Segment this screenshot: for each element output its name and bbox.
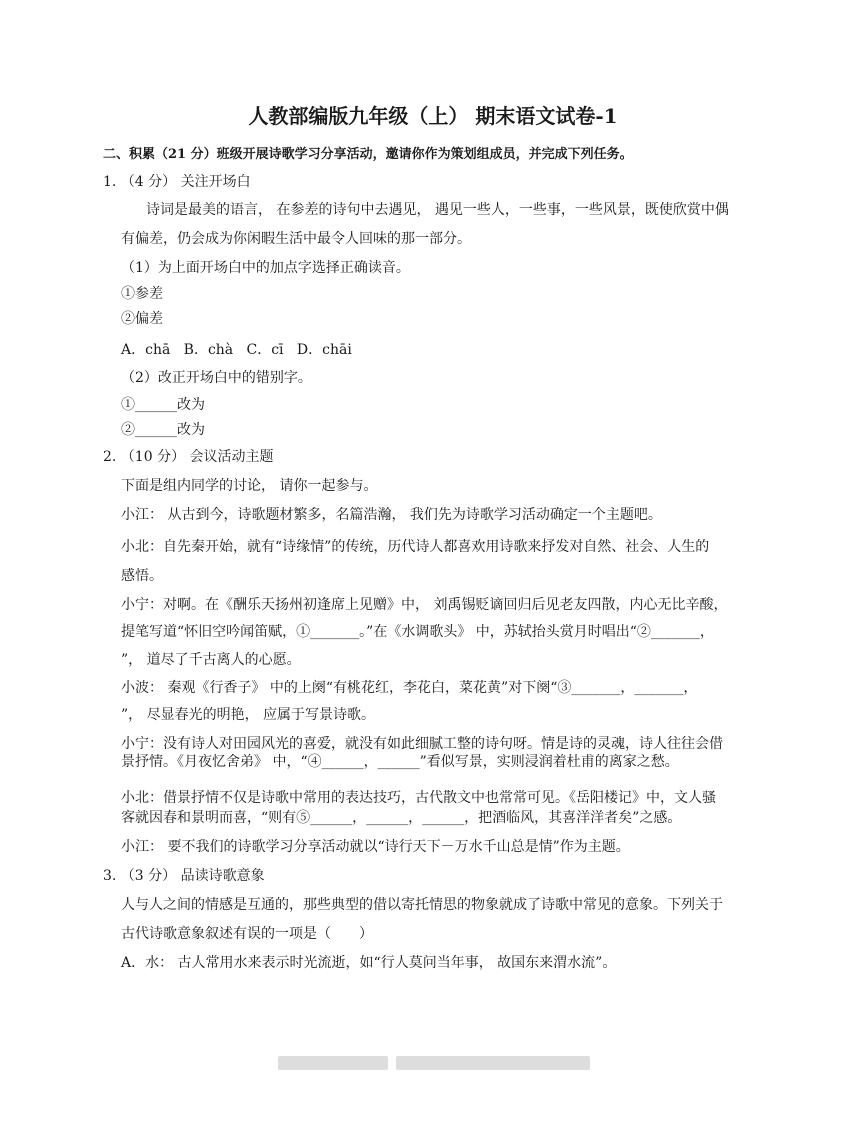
q3-paragraph-line-2: 古代诗歌意象叙述有误的一项是（ ） — [121, 926, 373, 942]
q2-intro: 下面是组内同学的讨论， 请你一起参与。 — [121, 478, 378, 494]
q2-dialogue-4a: 小波： 秦观《行香子》 中的上阕“有桃花红，李花白，菜花黄”对下阕“③_______，_______， — [121, 680, 698, 696]
q1-options: A．chā B．chà C．cī D．chāi — [121, 342, 352, 358]
q2-dialogue-3c: ”， 道尽了千古离人的心愿。 — [121, 652, 301, 668]
q2-dialogue-2b: 感悟。 — [121, 568, 163, 584]
question-3-heading: 3. （3 分） 品读诗歌意象 — [103, 868, 265, 884]
q2-dialogue-6b: 客就因春和景明而喜，“则有⑤______，______，______，把酒临风，其喜洋洋者矣”之感。 — [121, 810, 682, 826]
q2-dialogue-6a: 小北：借景抒情不仅是诗歌中常用的表达技巧，古代散文中也常常可见。《岳阳楼记》中，文人骚 — [121, 790, 716, 806]
q1-item-2: ②偏差 — [121, 311, 163, 327]
q2-dialogue-2a: 小北：自先秦开始，就有“诗缘情”的传统，历代诗人都喜欢用诗歌来抒发对自然、社会、人生的 — [121, 539, 710, 555]
q2-dialogue-3a: 小宁：对啊。在《酬乐天扬州初逢席上见赠》中， 刘禹锡贬谪回归后见老友四散，内心无比辛酸， — [121, 597, 728, 613]
q2-dialogue-1: 小江： 从古到今，诗歌题材繁多，名篇浩瀚， 我们先为诗歌学习活动确定一个主题吧。 — [121, 507, 662, 523]
q2-dialogue-5b: 景抒情。《月夜忆舍弟》 中，“④______，______”看似写景，实则浸润着杜甫的离家之愁。 — [121, 754, 679, 770]
question-2-heading: 2. （10 分） 会议活动主题 — [103, 449, 274, 465]
q3-paragraph-line-1: 人与人之间的情感是互通的，那些典型的借以寄托情思的物象就成了诗歌中常见的意象。下列关于 — [121, 897, 723, 913]
q2-dialogue-3b: 提笔写道“怀旧空吟闻笛赋，①_______。”在《水调歌头》 中，苏轼抬头赏月时唱出“②_______， — [121, 624, 714, 640]
question-1-heading: 1. （4 分） 关注开场白 — [103, 174, 251, 190]
q1-paragraph-line-1: 诗词是最美的语言， 在参差的诗句中去遇见， 遇见一些人，一些事，一些风景，既使欣赏中偶 — [146, 202, 729, 218]
q2-dialogue-7: 小江： 要不我们的诗歌学习分享活动就以“诗行天下－万水千山总是情”作为主题。 — [121, 839, 630, 855]
q1-fix-1: ①______改为 — [121, 397, 205, 413]
section-heading: 二、积累（21 分）班级开展诗歌学习分享活动，邀请你作为策划组成员，并完成下列任务。 — [103, 147, 633, 162]
q1-subquestion-1: （1）为上面开场白中的加点字选择正确读音。 — [121, 260, 410, 276]
q1-paragraph-line-2: 有偏差，仍会成为你闲暇生活中最令人回味的那一部分。 — [121, 231, 471, 247]
q1-item-1: ①参差 — [121, 286, 163, 302]
footer-watermark-right — [396, 1056, 590, 1070]
q3-option-a: A．水： 古人常用水来表示时光流逝，如“行人莫问当年事， 故国东来渭水流”。 — [121, 955, 617, 971]
page-title: 人教部编版九年级（上） 期末语文试卷-1 — [248, 104, 618, 128]
q2-dialogue-4b: ”， 尽显春光的明艳， 应属于写景诗歌。 — [121, 707, 376, 723]
footer-watermark-left — [278, 1056, 388, 1070]
q1-subquestion-2: （2）改正开场白中的错别字。 — [121, 370, 312, 386]
q2-dialogue-5a: 小宁：没有诗人对田园风光的喜爱，就没有如此细腻工整的诗句呀。情是诗的灵魂，诗人往往会借 — [121, 736, 723, 752]
q1-fix-2: ②______改为 — [121, 422, 205, 438]
